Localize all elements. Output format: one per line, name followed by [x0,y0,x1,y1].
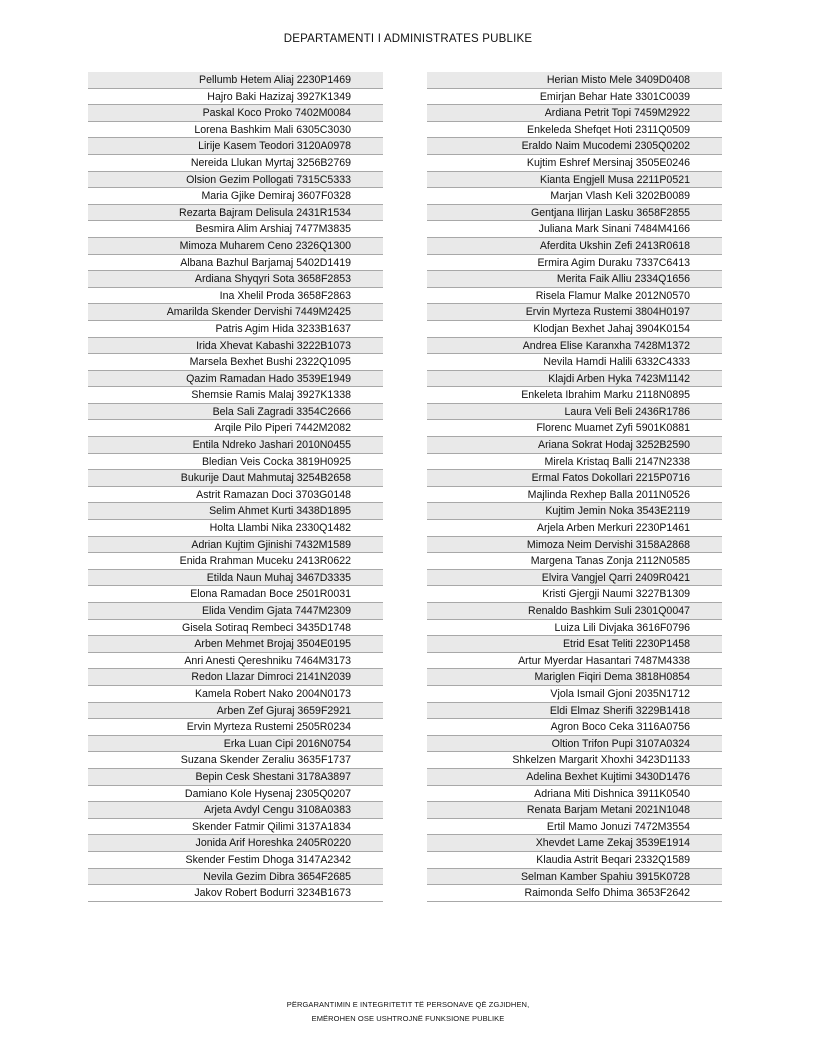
list-item: Risela Flamur Malke 2012N0570 [427,288,722,305]
list-item: Bledian Veis Cocka 3819H0925 [88,454,383,471]
list-item: Luiza Lili Divjaka 3616F0796 [427,620,722,637]
list-item: Mariglen Fiqiri Dema 3818H0854 [427,669,722,686]
list-item: Florenc Muamet Zyfi 5901K0881 [427,420,722,437]
list-item: Adrian Kujtim Gjinishi 7432M1589 [88,537,383,554]
list-item: Elvira Vangjel Qarri 2409R0421 [427,570,722,587]
list-item: Selim Ahmet Kurti 3438D1895 [88,503,383,520]
list-item: Artur Myerdar Hasantari 7487M4338 [427,653,722,670]
list-item: Ervin Myrteza Rustemi 2505R0234 [88,719,383,736]
list-item: Hajro Baki Hazizaj 3927K1349 [88,89,383,106]
list-item: Arqile Pilo Piperi 7442M2082 [88,420,383,437]
list-item: Bepin Cesk Shestani 3178A3897 [88,769,383,786]
list-item: Lorena Bashkim Mali 6305C3030 [88,122,383,139]
list-item: Selman Kamber Spahiu 3915K0728 [427,869,722,886]
list-item: Renata Barjam Metani 2021N1048 [427,802,722,819]
footer-line-1: PËRGARANTIMIN E INTEGRITETIT TË PERSONAVE QË ZGJIDHEN, [286,1000,530,1009]
list-item: Laura Veli Beli 2436R1786 [427,404,722,421]
list-item: Agron Boco Ceka 3116A0756 [427,719,722,736]
list-item: Kristi Gjergji Naumi 3227B1309 [427,586,722,603]
list-item: Klodjan Bexhet Jahaj 3904K0154 [427,321,722,338]
list-item: Shkelzen Margarit Xhoxhi 3423D1133 [427,752,722,769]
list-item: Kianta Engjell Musa 2211P0521 [427,172,722,189]
list-item: Qazim Ramadan Hado 3539E1949 [88,371,383,388]
list-item: Kamela Robert Nako 2004N0173 [88,686,383,703]
list-item: Ertil Mamo Jonuzi 7472M3554 [427,819,722,836]
list-item: Etrid Esat Teliti 2230P1458 [427,636,722,653]
list-item: Jonida Arif Horeshka 2405R0220 [88,835,383,852]
list-item: Rezarta Bajram Delisula 2431R1534 [88,205,383,222]
list-item: Olsion Gezim Pollogati 7315C5333 [88,172,383,189]
list-item: Lirije Kasem Teodori 3120A0978 [88,138,383,155]
list-item: Mirela Kristaq Balli 2147N2338 [427,454,722,471]
list-item: Ervin Myrteza Rustemi 3804H0197 [427,304,722,321]
list-item: Majlinda Rexhep Balla 2011N0526 [427,487,722,504]
list-item: Marsela Bexhet Bushi 2322Q1095 [88,354,383,371]
list-item: Erka Luan Cipi 2016N0754 [88,736,383,753]
list-item: Gentjana Ilirjan Lasku 3658F2855 [427,205,722,222]
list-item: Raimonda Selfo Dhima 3653F2642 [427,885,722,902]
list-item: Entila Ndreko Jashari 2010N0455 [88,437,383,454]
list-item: Paskal Koco Proko 7402M0084 [88,105,383,122]
list-item: Herian Misto Mele 3409D0408 [427,72,722,89]
list-item: Eraldo Naim Mucodemi 2305Q0202 [427,138,722,155]
list-item: Xhevdet Lame Zekaj 3539E1914 [427,835,722,852]
list-item: Mimoza Neim Dervishi 3158A2868 [427,537,722,554]
list-item: Ardiana Petrit Topi 7459M2922 [427,105,722,122]
list-item: Ardiana Shyqyri Sota 3658F2853 [88,271,383,288]
list-item: Margena Tanas Zonja 2112N0585 [427,553,722,570]
list-item: Arjeta Avdyl Cengu 3108A0383 [88,802,383,819]
list-item: Nevila Gezim Dibra 3654F2685 [88,869,383,886]
list-item: Renaldo Bashkim Suli 2301Q0047 [427,603,722,620]
list-item: Juliana Mark Sinani 7484M4166 [427,221,722,238]
list-item: Andrea Elise Karanxha 7428M1372 [427,338,722,355]
list-item: Enida Rrahman Muceku 2413R0622 [88,553,383,570]
list-item: Mimoza Muharem Ceno 2326Q1300 [88,238,383,255]
list-item: Maria Gjike Demiraj 3607F0328 [88,188,383,205]
list-item: Bukurije Daut Mahmutaj 3254B2658 [88,470,383,487]
left-name-list [88,72,383,902]
list-item: Aferdita Ukshin Zefi 2413R0618 [427,238,722,255]
list-item: Skender Festim Dhoga 3147A2342 [88,852,383,869]
list-item: Klaudia Astrit Beqari 2332Q1589 [427,852,722,869]
list-item: Elida Vendim Gjata 7447M2309 [88,603,383,620]
list-item: Ariana Sokrat Hodaj 3252B2590 [427,437,722,454]
list-item: Merita Faik Alliu 2334Q1656 [427,271,722,288]
list-item: Skender Fatmir Qilimi 3137A1834 [88,819,383,836]
list-item: Kujtim Jemin Noka 3543E2119 [427,503,722,520]
list-item: Ermira Agim Duraku 7337C6413 [427,255,722,272]
list-item: Enkeleda Shefqet Hoti 2311Q0509 [427,122,722,139]
page-footer [0,998,816,1026]
list-item: Etilda Naun Muhaj 3467D3335 [88,570,383,587]
list-item: Amarilda Skender Dervishi 7449M2425 [88,304,383,321]
list-item: Klajdi Arben Hyka 7423M1142 [427,371,722,388]
list-item: Bela Sali Zagradi 3354C2666 [88,404,383,421]
list-item: Irida Xhevat Kabashi 3222B1073 [88,338,383,355]
list-item: Shemsie Ramis Malaj 3927K1338 [88,387,383,404]
list-item: Redon Llazar Dimroci 2141N2039 [88,669,383,686]
list-item: Gisela Sotiraq Rembeci 3435D1748 [88,620,383,637]
list-item: Albana Bazhul Barjamaj 5402D1419 [88,255,383,272]
list-item: Enkeleta Ibrahim Marku 2118N0895 [427,387,722,404]
list-item: Ermal Fatos Dokollari 2215P0716 [427,470,722,487]
list-item: Arben Zef Gjuraj 3659F2921 [88,703,383,720]
list-item: Nevila Hamdi Halili 6332C4333 [427,354,722,371]
list-item: Oltion Trifon Pupi 3107A0324 [427,736,722,753]
list-item: Arben Mehmet Brojaj 3504E0195 [88,636,383,653]
list-item: Anri Anesti Qereshniku 7464M3173 [88,653,383,670]
list-item: Adriana Miti Dishnica 3911K0540 [427,786,722,803]
page-title: DEPARTAMENTI I ADMINISTRATES PUBLIKE [283,33,533,45]
list-item: Patris Agim Hida 3233B1637 [88,321,383,338]
list-item: Marjan Vlash Keli 3202B0089 [427,188,722,205]
list-item: Adelina Bexhet Kujtimi 3430D1476 [427,769,722,786]
list-item: Damiano Kole Hysenaj 2305Q0207 [88,786,383,803]
list-item: Nereida Llukan Myrtaj 3256B2769 [88,155,383,172]
list-item: Jakov Robert Bodurri 3234B1673 [88,885,383,902]
list-item: Kujtim Eshref Mersinaj 3505E0246 [427,155,722,172]
list-item: Ina Xhelil Proda 3658F2863 [88,288,383,305]
list-item: Pellumb Hetem Aliaj 2230P1469 [88,72,383,89]
list-item: Besmira Alim Arshiaj 7477M3835 [88,221,383,238]
list-item: Vjola Ismail Gjoni 2035N1712 [427,686,722,703]
right-name-list [427,72,722,902]
list-item: Holta Llambi Nika 2330Q1482 [88,520,383,537]
list-item: Eldi Elmaz Sherifi 3229B1418 [427,703,722,720]
list-item: Astrit Ramazan Doci 3703G0148 [88,487,383,504]
list-item: Emirjan Behar Hate 3301C0039 [427,89,722,106]
footer-line-2: EMËROHEN OSE USHTROJNË FUNKSIONE PUBLIKE [311,1014,505,1023]
list-item: Arjela Arben Merkuri 2230P1461 [427,520,722,537]
list-item: Suzana Skender Zeraliu 3635F1737 [88,752,383,769]
list-item: Elona Ramadan Boce 2501R0031 [88,586,383,603]
